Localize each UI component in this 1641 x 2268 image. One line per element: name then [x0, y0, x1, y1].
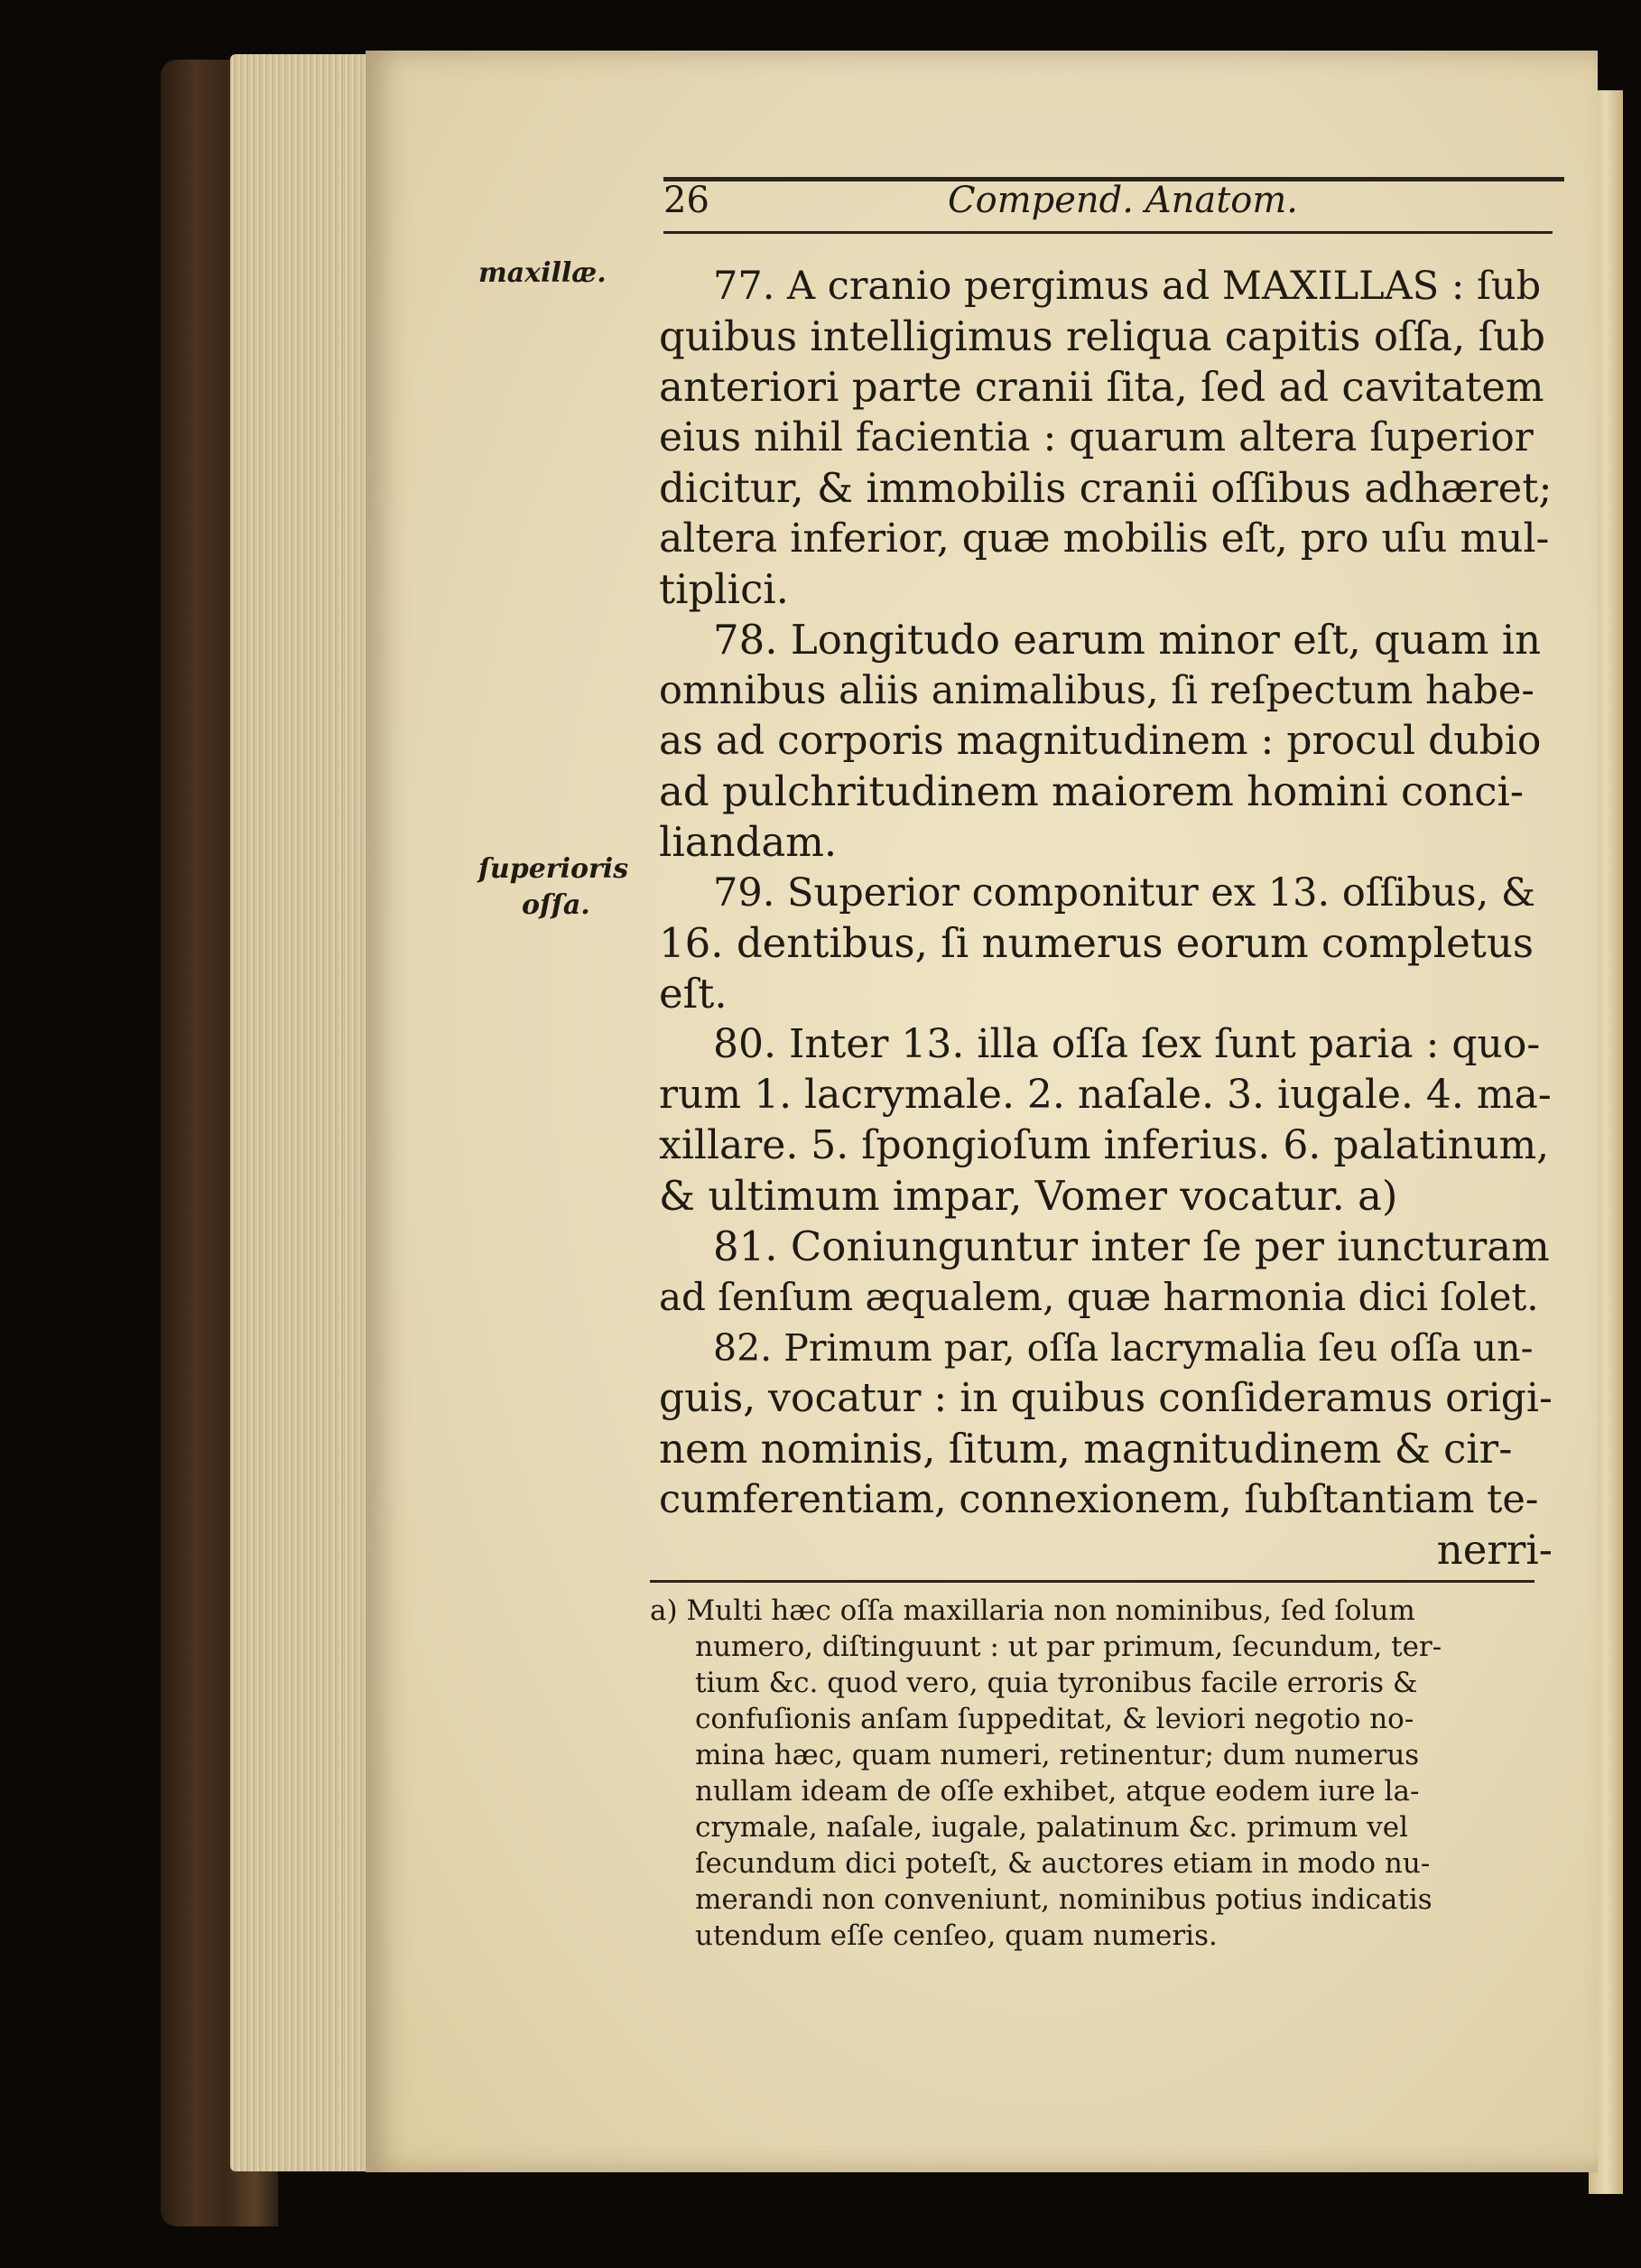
footnote-line: mina hæc, quam numeri, retinentur; dum numerus: [695, 1739, 1420, 1771]
body-line: eius nihil facientia : quarum altera ſuperior: [659, 414, 1534, 460]
footnote-line: ſecundum dici poteſt, & auctores etiam in modo nu-: [695, 1847, 1431, 1880]
body-line: 78. Longitudo earum minor eſt, quam in: [713, 616, 1542, 664]
margin-note-ossa: oſſa.: [522, 889, 590, 921]
footnote-line: confuſionis anſam ſuppeditat, & leviori negotio no-: [695, 1703, 1414, 1735]
body-line: & ultimum impar, Vomer vocatur. a): [659, 1172, 1398, 1220]
footnote-line: merandi non conveniunt, nominibus potius indicatis: [695, 1883, 1432, 1916]
footnote-line: a) Multi hæc oſſa maxillaria non nominibus, ſed ſolum: [650, 1594, 1415, 1627]
footnote-line: numero, diſtinguunt : ut par primum, ſecundum, ter-: [695, 1631, 1442, 1663]
body-line: liandam.: [659, 818, 838, 866]
body-line: 79. Superior componitur ex 13. oſſibus, &: [713, 870, 1536, 916]
body-line: altera inferior, quæ mobilis eſt, pro uſu mul-: [659, 516, 1550, 562]
margin-note-maxillae: maxillæ.: [478, 257, 607, 289]
body-line: anteriori parte cranii ſita, ſed ad cavitatem: [659, 363, 1544, 411]
page-number: 26: [663, 180, 709, 221]
body-line: xillare. 5. ſpongioſum inferius. 6. palatinum,: [659, 1122, 1550, 1168]
body-line: 82. Primum par, oſſa lacrymalia ſeu oſſa un-: [713, 1326, 1534, 1370]
body-line: 77. A cranio pergimus ad MAXILLAS : ſub: [713, 264, 1542, 309]
footnote-line: crymale, naſale, iugale, palatinum &c. primum vel: [695, 1811, 1408, 1844]
footnote-rule: [650, 1580, 1534, 1583]
body-line: cumferentiam, connexionem, ſubſtantiam te-: [659, 1477, 1539, 1522]
body-line: tiplici.: [659, 565, 789, 613]
body-line: 16. dentibus, ſi numerus eorum completus: [659, 919, 1534, 967]
body-line: ad pulchritudinem maiorem homini conci-: [659, 767, 1525, 815]
footnote-line: tium &c. quod vero, quia tyronibus facile erroris &: [695, 1667, 1418, 1699]
running-title: Compend. Anatom.: [948, 180, 1298, 221]
body-line: nem nominis, ſitum, magnitudinem & cir-: [659, 1425, 1513, 1473]
body-line: 80. Inter 13. illa oſſa ſex ſunt paria : quo-: [713, 1021, 1541, 1067]
body-line: omnibus aliis animalibus, ſi reſpectum habe-: [659, 668, 1534, 713]
body-line: ad ſenſum æqualem, quæ harmonia dici ſolet.: [659, 1275, 1539, 1319]
body-line-catchword: nerri-: [1436, 1526, 1553, 1574]
body-line: as ad corporis magnitudinem : procul dubio: [659, 718, 1542, 764]
margin-note-superioris: ſuperioris: [478, 853, 629, 885]
body-line: guis, vocatur : in quibus conſideramus origi-: [659, 1375, 1553, 1421]
body-line: rum 1. lacrymale. 2. naſale. 3. iugale. 4. ma-: [659, 1072, 1552, 1118]
body-line: eſt.: [659, 970, 728, 1018]
body-line: quibus intelligimus reliqua capitis oſſa, ſub: [659, 312, 1546, 360]
page-edges: [230, 54, 375, 2171]
footnote-line: utendum eſſe cenſeo, quam numeris.: [695, 1919, 1218, 1952]
footnote-line: nullam ideam de oſſe exhibet, atque eodem iure la-: [695, 1775, 1420, 1808]
body-line: dicitur, & immobilis cranii oſſibus adhæret;: [659, 464, 1553, 512]
header-bottom-rule: [663, 231, 1553, 234]
body-line: 81. Coniunguntur inter ſe per iuncturam: [713, 1222, 1550, 1270]
